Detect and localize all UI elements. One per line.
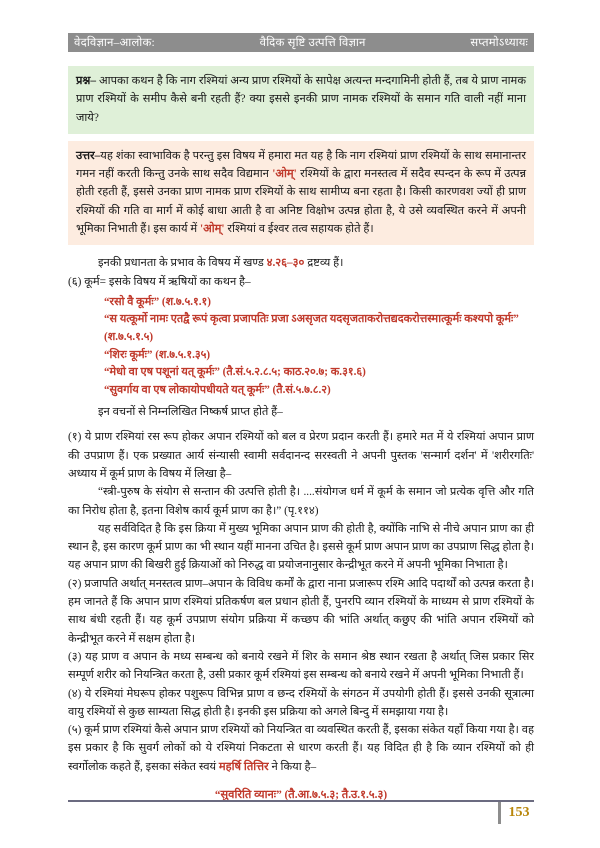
page-content	[68, 66, 534, 804]
question-text: आपका कथन है कि नाग रश्मियां अन्य प्राण रश्मियों के सापेक्ष अत्यन्त मन्दगामिनी होती हैं, तब ये प्राण नामक प्राण रश्मियों के समीप कैसे बनी रहती हैं? क्या इससे इनकी प्राण नामक रश्मियों के समान गति वाली नहीं माना जाये?	[76, 75, 526, 124]
khand-ref-post: द्रष्टव्य हैं।	[304, 257, 344, 270]
answer-block	[68, 141, 534, 245]
scripture-quote: “सुवर्गाय वा एष लोकायोपधीयते यत् कूर्मः” (तै.सं.५.७.८.२)	[104, 383, 331, 396]
om-term-1: 'ओम्'	[272, 168, 297, 181]
point-1-commentary: यह सर्वविदित है कि इस क्रिया में मुख्य भूमिका अपान प्राण की होती है, क्योंकि नाभि से नीचे अपान प्राण का ही स्थान है, इस कारण कूर्म प्राण का भी स्थान यहीं मानना उचित है। इससे कूर्म प्राण अपान प्राण का उपप्राण सिद्ध होता है। यह अपान प्राण की बिखरी हुई क्रियाओं को निरुद्ध वा प्रयोजनानुसार केन्द्रीभूत करने में अपनी भूमिका निभाता है।	[68, 522, 534, 572]
page-number: 153	[498, 802, 537, 824]
header-chapter-title: वैदिक सृष्टि उत्पत्ति विज्ञान	[259, 37, 366, 49]
point-5	[68, 721, 534, 776]
rishi-name: महर्षि तित्तिर	[218, 760, 269, 773]
point-3: (३) यह प्राण व अपान के मध्य सम्बन्ध को बनाये रखने में शिर के समान श्रेष्ठ स्थान रखता है अर्थात् जिस प्रकार सिर सम्पूर्ण शरीर को नियन्त्रित करता है, उसी प्रकार कूर्म रश्मियां इस सम्बन्ध को बनाये रखने में अपनी भूमिका निभाती हैं।	[68, 650, 534, 682]
scripture-quote: “रसो वै कूर्मः” (श.७.५.१.१)	[104, 295, 211, 308]
answer-text-part-1: यह शंका स्वाभाविक है परन्तु इस विषय में हमारा मत यह है कि नाग रश्मियां प्राण रश्मियों के साथ समानान्तर गमन नहीं करती किन्तु उनके साथ सदैव विद्यमान	[76, 149, 526, 181]
answer-label: उत्तर–	[76, 149, 101, 162]
footer-divider	[68, 800, 534, 802]
spacer	[68, 421, 534, 426]
conclusion-intro: इन वचनों से निम्नलिखित निष्कर्ष प्राप्त होते हैं–	[98, 406, 283, 419]
list-item-kurma: (६) कूर्म= इसके विषय में ऋषियों का कथन है–	[68, 275, 251, 288]
khand-reference-paragraph	[68, 254, 534, 272]
final-scripture-quote: “सुवरिति व्यानः” (तै.आ.७.५.३; तै.उ.१.५.३)	[214, 789, 388, 801]
conclusion-points	[68, 428, 534, 776]
point-1-inner-quote: “स्त्री-पुरुष के संयोग से सन्तान की उत्पत्ति होती है। ....संयोगज धर्म में कूर्म के समान जो प्रत्येक वृत्ति और गति का निरोध होता है, इतना विशेष कार्य कूर्म प्राण का है।” (पृ.११४)	[68, 486, 535, 517]
point-4: (४) ये रश्मियां मेघरूप होकर पशुरूप विभिन्न प्राण व छन्द रश्मियों के संगठन में उपयोगी होती हैं। इससे उनकी सूत्रात्मा वायु रश्मियों से कुछ साम्यता सिद्ध होती है। इनकी इस प्रक्रिया को अगले बिन्दु में समझाया गया है।	[68, 687, 534, 718]
running-header	[68, 33, 534, 52]
khand-ref-pre: इनकी प्रधानता के प्रभाव के विषय में खण्ड	[98, 257, 267, 270]
scripture-quote: “मेधो वा एष पशूनां यत् कूर्मः” (तै.सं.५.२.८.५; काठ.२०.७; क.३१.६)	[104, 366, 366, 379]
point-2: (२) प्रजापति अर्थात् मनस्तत्व प्राण–अपान के विविध कर्मों के द्वारा नाना प्रजारूप रश्मि आदि पदार्थों को उत्पन्न करता है। हम जानते हैं कि अपान प्राण रश्मियां प्रतिकर्षण बल प्रधान होती हैं, पुनरपि व्यान रश्मियों के माध्यम से प्राण रश्मियों के साथ बंधी रहती हैं। यह कूर्म उपप्राण संयोग प्रक्रिया में कच्छप की भांति अर्थात् कछुए की भांति अपान रश्मियों को केन्द्रीभूत करने में सक्षम होता है।	[68, 577, 534, 645]
header-book-title: वेदविज्ञान–आलोक:	[74, 37, 155, 49]
scripture-quote: “स यत्कूर्मो नामः एतद्वै रूपं कृत्वा प्रजापतिः प्रजा ऽअसृजत यदसृजताकरोत्तद्यदकरोत्तस्मात्कूर्मः कश्यपो कूर्मः” (श.७.५.१.५)	[104, 313, 519, 343]
question-block	[68, 66, 534, 134]
om-term-2: 'ओम्'	[199, 223, 225, 236]
point-5-post: ने किया है–	[268, 760, 317, 773]
answer-text-part-2: रश्मियों के द्वारा मनस्तत्व में सदैव स्पन्दन के रूप में उत्पन्न होती रहती हैं, इससे उनका प्राण नामक प्राण रश्मियों के साथ सामीप्य बना रहता है। किसी कारणवश ज्यों ही प्राण रश्मियों की गति वा मार्ग में कोई बाधा आती है वा अनिष्ट विक्षोभ उत्पन्न होता है, ये उसे व्यवस्थित करने में अपनी भूमिका निभाती हैं। इस कार्य में	[76, 168, 527, 236]
answer-text-part-3: रश्मियां व ईश्वर तत्व सहायक होते हैं।	[224, 223, 374, 236]
question-label: प्रश्न–	[76, 75, 97, 87]
point-1: (१) ये प्राण रश्मियां रस रूप होकर अपान रश्मियों को बल व प्रेरण प्रदान करती हैं। हमारे मत में ये रश्मियां अपान प्राण की उपप्राण हैं। एक प्रख्यात आर्य संन्यासी स्वामी सर्वदानन्द सरस्वती ने अपनी पुस्तक 'सन्मार्ग दर्शन' में 'शरीरगतिः' अध्याय में कूर्म प्राण के विषय में लिखा है–	[68, 431, 534, 480]
point-5-pre: (५) कूर्म प्राण रश्मियां कैसे अपान प्राण रश्मियों को नियन्त्रित वा व्यवस्थित करती हैं, इसका संकेत यहाँ किया गया है। वह इस प्रकार है कि सुवर्ग लोकों को ये रश्मियां निकटता से धारण करती हैं। यह विदित ही है कि व्यान रश्मियों को ही स्वर्गोलोक कहते हैं, इसका संकेत स्वयं	[68, 724, 534, 773]
scripture-quote-list	[68, 294, 534, 399]
header-chapter-number: सप्तमोऽध्यायः	[470, 37, 528, 49]
khand-number: ४.२६–३०	[266, 257, 305, 270]
scripture-quote: “शिरः कूर्मः” (श.७.५.१.३५)	[104, 348, 211, 361]
